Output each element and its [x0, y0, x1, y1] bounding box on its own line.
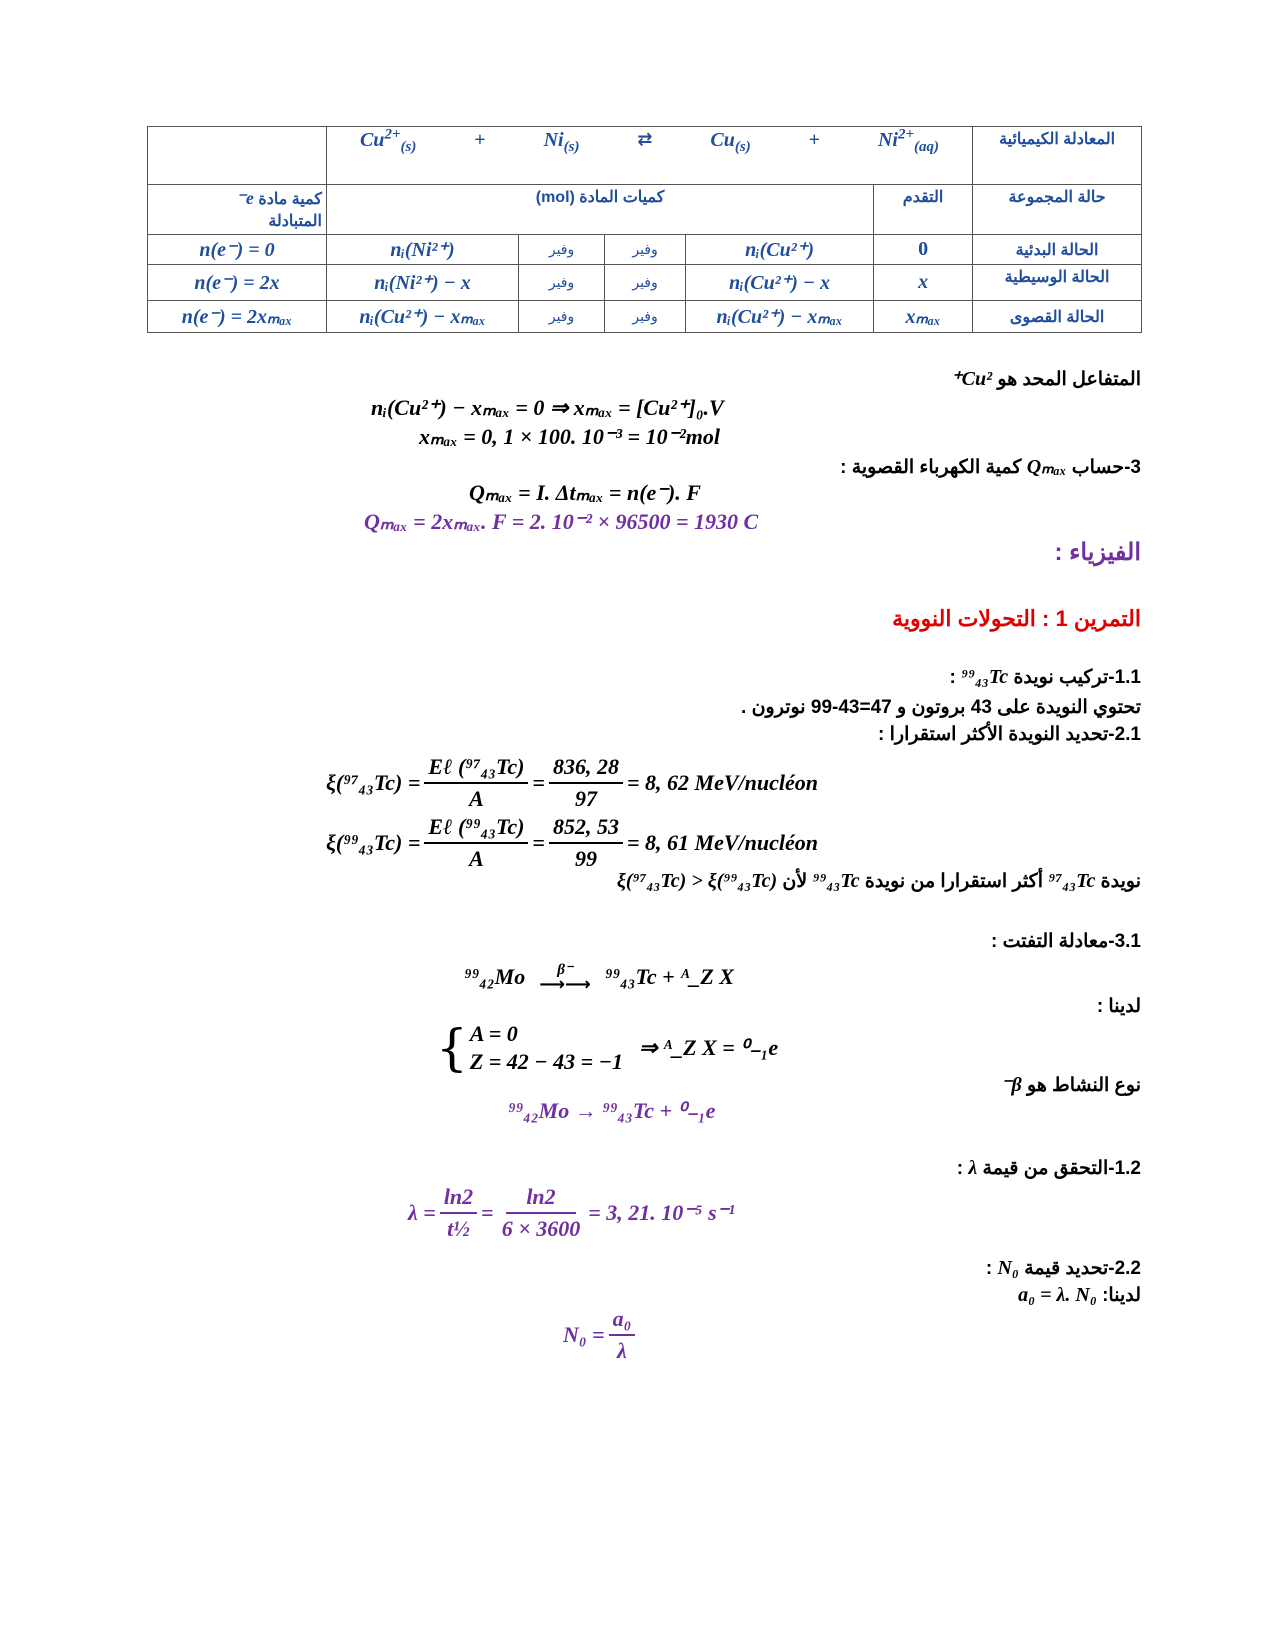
table-row: الحالة القصوى xₘₐₓ nᵢ(Cu²⁺) − xₘₐₓ وفير وفير nᵢ(Cu²⁺) − xₘₐₓ n(e⁻) = 2xₘₐₓ [148, 301, 1142, 333]
progress-header: التقدم [874, 185, 973, 235]
decay-equation-2: ⁹⁹₄₂Mo → ⁹⁹₄₃Tc + ⁰₋₁e [508, 1098, 716, 1123]
decay-arrow: β⁻ ⟶⟶ [539, 962, 591, 995]
ladina-1: لدينا : [1096, 996, 1141, 1017]
q-equation-2: Qₘₐₓ = 2xₘₐₓ. F = 2. 10⁻² × 96500 = 1930 C [364, 509, 759, 534]
physics-title: الفيزياء : [1054, 539, 1141, 566]
binding-energy-99: ξ(⁹⁹₄₃Tc) = $\frac{\text{Eℓ (⁹⁹₄₃Tc)}}{A}$ = $\frac{852, 53}{99}$ = 8, 61 MeV/nucléon [326, 814, 818, 871]
section-q3: 3-حساب Qₘₐₓ كمية الكهرباء القصوية : [840, 456, 1141, 478]
lambda-equation: λ = $\frac{\ln 2}{\text{t½}}$ = $\frac{\ln 2}{6 \times 3600}$ = 3, 21. 10⁻⁵ s⁻¹ [408, 1184, 735, 1241]
state-header: حالة المجموعة [973, 185, 1142, 235]
n0-equation: N₀ = $\frac{\text{a₀}}{\lambda}$ [563, 1304, 639, 1366]
quantities-header: كميات المادة (mol) [327, 185, 874, 235]
limiting-reagent: المتفاعل المحد هو Cu²⁺ [951, 368, 1141, 390]
eq-label-cell: المعادلة الكيميائية [973, 127, 1142, 185]
stability-conclusion: نويدة ⁹⁷₄₃Tc أكثر استقرارا من نويدة ⁹⁹₄₃Tc لأن ξ(⁹⁷₄₃Tc) > ξ(⁹⁹₄₃Tc) [616, 870, 1141, 892]
activity-type: نوع النشاط هو β⁻ [1000, 1074, 1141, 1096]
progress-table [147, 126, 1142, 333]
section-1-1: 1.1-تركيب نويدة ⁹⁹₄₃Tc : [949, 666, 1141, 688]
electrons-header: كمية مادة e⁻ المتبادلة [148, 185, 327, 235]
binding-energy-97: ξ(⁹⁷₄₃Tc) = $\frac{\text{Eℓ (⁹⁷₄₃Tc)}}{A}$ = $\frac{836, 28}{97}$ = 8, 62 MeV/nucléon [326, 754, 818, 811]
ladina-2: لدينا: a₀ = λ. N₀ [1018, 1284, 1141, 1306]
section-3-1: 3.1-معادلة التفتت : [990, 931, 1141, 952]
decay-equation-1: ⁹⁹₄₂Mo β⁻ ⟶⟶ ⁹⁹₄₃Tc + ᴬ_Z X [464, 962, 734, 995]
table-row: الحالة البدئية 0 nᵢ(Cu²⁺) وفير وفير nᵢ(Ni²⁺) n(e⁻) = 0 [148, 235, 1142, 265]
conservation-system: { A = 0 Z = 42 − 43 = −1 ⇒ ᴬ_Z X = ⁰₋₁e [436, 1019, 779, 1077]
composition-text: تحتوي النويدة على 43 بروتون و 47=43-99 نوترون . [741, 697, 1141, 718]
section-1-2: 1.2-التحقق من قيمة λ : [956, 1157, 1141, 1179]
table-row: الحالة الوسيطية x nᵢ(Cu²⁺) − x وفير وفير nᵢ(Ni²⁺) − x n(e⁻) = 2x [148, 265, 1142, 301]
chemical-equation: $Cu^{2+}_{(s)}$ + $Ni_{(s)}$ ⇄ $Cu_{(s)}$ + $Ni^{2+}_{(aq)}$ [327, 127, 973, 185]
xmax-equation-1: nᵢ(Cu²⁺) − xₘₐₓ = 0 ⇒ xₘₐₓ = [Cu²⁺]₀.V [371, 395, 724, 420]
xmax-equation-2: xₘₐₓ = 0, 1 × 100. 10⁻³ = 10⁻²mol [419, 424, 721, 449]
section-2-2: 2.2-تحديد قيمة N₀ : [985, 1257, 1141, 1279]
empty-cell [148, 127, 327, 185]
exercise-title: التمرين 1 : التحولات النووية [892, 606, 1141, 631]
q-equation-1: Qₘₐₓ = I. Δtₘₐₓ = n(e⁻). F [469, 480, 701, 505]
section-2-1: 2.1-تحديد النويدة الأكثر استقرارا : [878, 724, 1141, 745]
